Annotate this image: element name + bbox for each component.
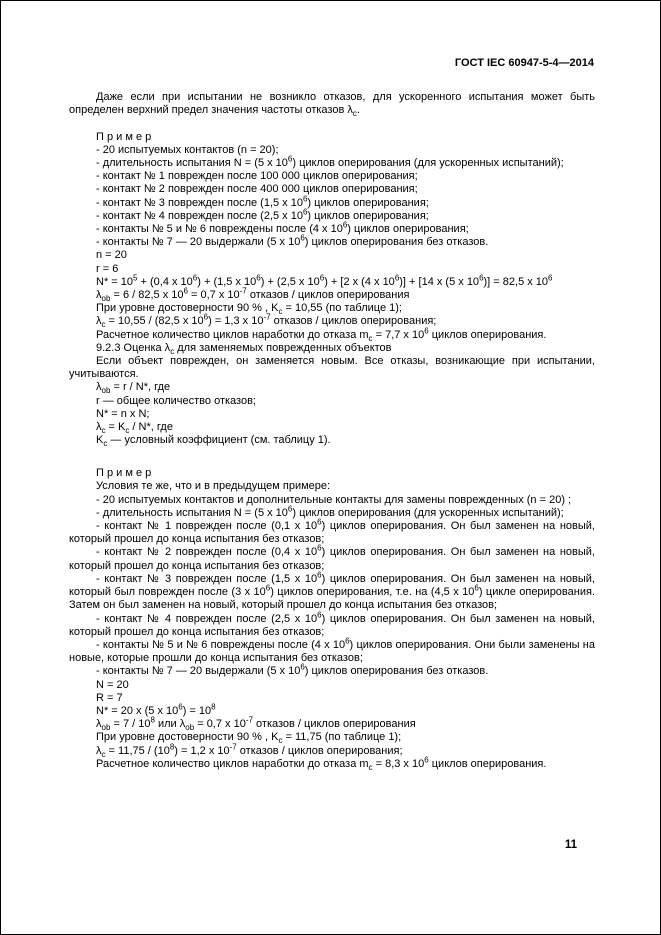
formula-line: R = 7 bbox=[96, 691, 123, 704]
section-heading: 9.2.3 Оценка $\lambda_с$ для заменяемых поврежденных объектов bbox=[96, 341, 392, 357]
list-item: - контакт № 2 поврежден после (0,4 х $10^6$) циклов оперирования. Он был заменен на новый, который прошел до конца испытания без отказов; bbox=[69, 543, 595, 572]
formula-line: $\lambda_с = K_с / N*$, где bbox=[96, 421, 173, 436]
list-item: - контакт № 3 поврежден после (1,5 х $10^6$) циклов оперирования; bbox=[96, 193, 429, 209]
formula-line: $\lambda_с = 11,75 / (10^8) = 1,2$ х $10^{-7}$ отказов / циклов оперирования; bbox=[96, 741, 403, 759]
formula-line: N = 20 bbox=[96, 678, 129, 691]
list-item: - контакт № 3 поврежден после (1,5 х $10^6$) циклов оперирования. Он был заменен на новый, который был поврежден после (3 х $10^6$) циклов оперирования, т.е. на (4,5 х $10^6$) цикле оперирования. Затем он был заменен на новый, который прошел до конца испытания без отказов; bbox=[69, 570, 595, 612]
formula-line: r = 6 bbox=[96, 262, 119, 275]
formula-line: $\lambda_{ob} = r / N*$, где bbox=[96, 381, 171, 396]
formula-line: При уровне достоверности 90 % , $K_с = 11,75$ (по таблице 1); bbox=[96, 731, 402, 746]
formula-line: При уровне достоверности 90 % , $K_с = 10,55$ (по таблице 1); bbox=[96, 302, 402, 317]
list-item: - контакты № 7 — 20 выдержали (5 х $10^6$) циклов оперирования без отказов. bbox=[96, 662, 489, 678]
document-body bbox=[69, 91, 595, 771]
list-item: - контакты № 5 и № 6 повреждены после (4 х $10^6$) циклов оперирования; bbox=[96, 220, 469, 236]
example-label: П р и м е р bbox=[96, 130, 152, 143]
list-item: - 20 испытуемых контактов и дополнительные контакты для замены поврежденных (n = 20) ; bbox=[96, 493, 572, 506]
list-item: - контакты № 7 — 20 выдержали (5 х $10^6$) циклов оперирования без отказов. bbox=[96, 233, 489, 249]
list-item: - контакты № 5 и № 6 повреждены после (4 х $10^6$) циклов оперирования. Они были заменены на новые, которые прошли до конца испытания без отказов; bbox=[69, 636, 595, 665]
formula-line: r — общее количество отказов; bbox=[96, 394, 256, 407]
formula-line: $N* = 10^5 + (0,4$ х $10^6) + (1,5$ х $10^6) + (2,5$ х $10^6) + [2$ х (4 х $10^6)] + [14$ х (5 х $10^6)] = 82,5$ х $10^6$ bbox=[96, 273, 553, 288]
formula-line: $\lambda_{ob} = 6 / 82,5$ х $10^6 = 0,7$ х $10^{-7}$ отказов / циклов оперирования bbox=[96, 286, 410, 304]
list-item: - контакт № 1 поврежден после (0,1 х $10^6$) циклов оперирования. Он был заменен на новый, который прошел до конца испытания без отказов; bbox=[69, 517, 595, 546]
list-item: - длительность испытания N = (5 х $10^6$) циклов оперирования (для ускоренных испытаний); bbox=[96, 154, 564, 169]
formula-line: $\lambda_с = 10,55 / (82,5$ х $10^6) = 1,3$ х $10^{-7}$ отказов / циклов оперирования; bbox=[96, 312, 437, 330]
body-paragraph: Условия те же, что и в предыдущем примере: bbox=[96, 480, 331, 493]
list-item: - контакт № 4 поврежден после (2,5 х $10^6$) циклов оперирования; bbox=[96, 207, 429, 222]
formula-line: n = 20 bbox=[96, 249, 127, 262]
list-item: - контакт № 1 поврежден после 100 000 циклов оперирования; bbox=[96, 170, 418, 183]
formula-line: $K_с$ — условный коэффициент (см. таблицу 1). bbox=[96, 434, 331, 449]
intro-paragraph: Даже если при испытании не возникло отказов, для ускоренного испытания может быть определен верхний предел значения частоты отказов $\lambda_с$. bbox=[69, 91, 595, 119]
formula-line: Расчетное количество циклов наработки до отказа $m_с = 7,7$ х $10^6$ циклов оперирования. bbox=[96, 325, 547, 343]
list-item: - длительность испытания N = (5 х $10^6$) циклов оперирования (для ускоренных испытаний); bbox=[96, 504, 564, 519]
body-paragraph: Если объект поврежден, он заменяется новым. Все отказы, возникающие при испытании, учитываются. bbox=[69, 355, 595, 381]
formula-line: N* = n х N; bbox=[96, 407, 150, 420]
page-number: 11 bbox=[564, 839, 577, 851]
document-header: ГОСТ IEC 60947-5-4—2014 bbox=[454, 57, 594, 69]
formula-line: Расчетное количество циклов наработки до отказа $m_с = 8,3$ х $10^6$ циклов оперирования. bbox=[96, 755, 547, 772]
list-item: - контакт № 2 поврежден после 400 000 циклов оперирования; bbox=[96, 183, 418, 196]
list-item: - 20 испытуемых контактов (n = 20); bbox=[96, 143, 279, 156]
list-item: - контакт № 4 поврежден после (2,5 х $10^6$) циклов оперирования. Он был заменен на новый, который прошел до конца испытания без отказов; bbox=[69, 609, 595, 638]
formula-line: $\lambda_{ob} = 7 / 10^8$ или $\lambda_{ob} = 0,7$ х $10^{-7}$ отказов / циклов оперирования bbox=[96, 715, 416, 733]
example-label: П р и м е р bbox=[96, 467, 152, 480]
formula-line: N* = 20 х (5 х $10^6) = 10^8$ bbox=[96, 702, 216, 717]
